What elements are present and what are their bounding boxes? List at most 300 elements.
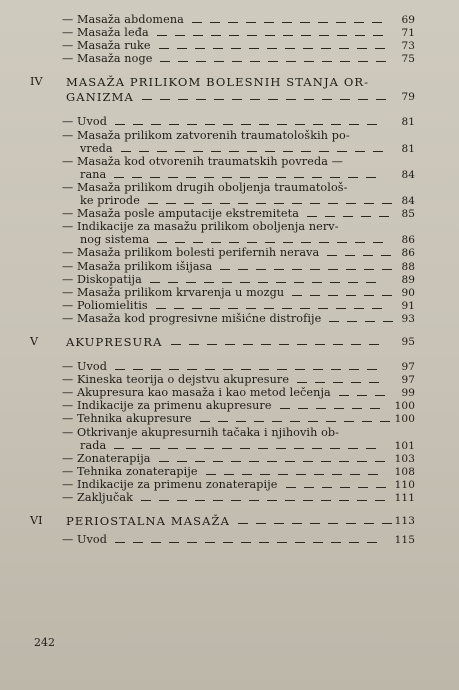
leader-dash <box>292 523 302 524</box>
leader-dash <box>276 282 286 283</box>
leader-dash <box>346 295 356 296</box>
leader-dash <box>321 461 331 462</box>
leader-dash <box>187 124 197 125</box>
leader-dash <box>332 474 342 475</box>
entry-title: — Masaža kod progresivne mišićne distrofije <box>62 311 322 325</box>
leader-dash <box>334 408 344 409</box>
leader-dash <box>300 308 310 309</box>
leader-dash <box>204 282 214 283</box>
leader-dash <box>333 344 343 345</box>
leader-dash <box>258 448 268 449</box>
leader-dash <box>283 151 293 152</box>
leader-dash <box>303 500 313 501</box>
leader-dash <box>358 61 368 62</box>
entry-page-number: 81 <box>401 142 415 155</box>
leader-dash <box>247 242 257 243</box>
leader-dash <box>246 22 256 23</box>
leader-dash <box>357 395 367 396</box>
leader-dash <box>330 282 340 283</box>
entry-title: — Masaža prilikom išijasa <box>62 259 213 273</box>
leader-dash <box>195 48 205 49</box>
leader-dash <box>346 203 356 204</box>
leader-dash <box>372 308 382 309</box>
leader-dash <box>178 99 188 100</box>
leader-dash <box>159 500 169 501</box>
leader-dash <box>328 523 338 524</box>
leader-dash <box>349 124 359 125</box>
leader-dash <box>382 295 392 296</box>
leader-dash <box>247 151 257 152</box>
entry-title: — Masaža prilikom bolesti perifernih nerava <box>62 246 320 260</box>
leader-dash <box>192 22 202 23</box>
leader-dash <box>308 421 318 422</box>
entry-title: — Masaža kod otvorenih traumatskih povreda — <box>62 154 343 168</box>
entry-title: — Masaža prilikom drugih oboljenja traumatološ- <box>62 180 348 194</box>
entry-title: — Tehnika zonaterapije <box>62 464 198 478</box>
leader-dash <box>169 124 179 125</box>
section-number: V <box>30 335 39 348</box>
leader-dash <box>333 382 343 383</box>
leader-dash <box>351 344 361 345</box>
entry-page-number: 101 <box>394 439 415 452</box>
leader-dash <box>168 282 178 283</box>
leader-dash <box>282 308 292 309</box>
leader-dash <box>375 48 385 49</box>
leader-dash <box>218 421 228 422</box>
leader-dash <box>355 151 365 152</box>
leader-dash <box>295 124 305 125</box>
toc-entry <box>0 89 459 105</box>
leader-dash <box>264 22 274 23</box>
toc-entry <box>0 490 459 506</box>
leader-dash <box>295 369 305 370</box>
entry-page-number: 91 <box>401 299 415 312</box>
leader-dash <box>310 203 320 204</box>
leader-dash <box>236 421 246 422</box>
leader-dash <box>240 282 250 283</box>
leader-dash <box>228 22 238 23</box>
leader-dash <box>175 151 185 152</box>
leader-dash <box>354 308 364 309</box>
leader-dash <box>249 48 259 49</box>
leader-dash <box>373 151 383 152</box>
leader-dash <box>256 269 266 270</box>
entry-page-number: 110 <box>394 478 415 491</box>
entry-title: — Poliomielitis <box>62 298 148 312</box>
leader-dash <box>259 542 269 543</box>
leader-dash <box>277 369 287 370</box>
leader-dash <box>375 461 385 462</box>
entry-page-number: 84 <box>401 168 415 181</box>
entry-page-number: 85 <box>401 208 415 221</box>
leader-dash <box>238 203 248 204</box>
leader-dash <box>177 48 187 49</box>
leader-dash <box>247 35 257 36</box>
leader-dash <box>222 448 232 449</box>
leader-dash <box>348 282 358 283</box>
leader-dash <box>300 22 310 23</box>
leader-dash <box>195 461 205 462</box>
leader-dash <box>318 308 328 309</box>
leader-dash <box>114 177 124 178</box>
leader-dash <box>361 216 371 217</box>
leader-dash <box>350 474 360 475</box>
leader-dash <box>241 124 251 125</box>
leader-dash <box>186 448 196 449</box>
leader-dash <box>294 448 304 449</box>
entry-page-number: 75 <box>401 53 415 66</box>
leader-dash <box>178 61 188 62</box>
leader-dash <box>337 151 347 152</box>
leader-dash <box>282 22 292 23</box>
entry-title: — Masaža prilikom krvarenja u mozgu <box>62 285 285 299</box>
entry-title: — Zonaterapija <box>62 451 151 465</box>
leader-dash <box>339 500 349 501</box>
leader-dash <box>348 177 358 178</box>
leader-dash <box>132 448 142 449</box>
leader-dash <box>232 61 242 62</box>
leader-dash <box>159 461 169 462</box>
leader-dash <box>241 542 251 543</box>
leader-dash <box>211 151 221 152</box>
entry-title: — Diskopatija <box>62 272 142 286</box>
entry-page-number: 108 <box>394 465 415 478</box>
leader-dash <box>301 35 311 36</box>
leader-dash <box>343 216 353 217</box>
leader-dash <box>132 177 142 178</box>
leader-dash <box>156 308 166 309</box>
entry-title: rada <box>80 438 107 452</box>
leader-dash <box>196 99 206 100</box>
leader-dash <box>229 35 239 36</box>
leader-dash <box>346 269 356 270</box>
entry-title: — Otkrivanje akupresurnih tačaka i njihovih ob- <box>62 425 340 439</box>
leader-dash <box>313 369 323 370</box>
entry-page-number: 86 <box>401 234 415 247</box>
entry-title: — Masaža leđa <box>62 26 149 40</box>
leader-dash <box>250 99 260 100</box>
leader-dash <box>364 203 374 204</box>
leader-dash <box>315 382 325 383</box>
leader-dash <box>169 369 179 370</box>
leader-dash <box>264 308 274 309</box>
leader-dash <box>301 151 311 152</box>
leader-dash <box>177 500 187 501</box>
leader-dash <box>115 369 125 370</box>
leader-dash <box>241 369 251 370</box>
page-number: 242 <box>34 636 55 649</box>
leader-dash <box>315 344 325 345</box>
entry-title: — Masaža posle amputacije ekstremiteta <box>62 207 299 221</box>
leader-dash <box>366 282 376 283</box>
leader-dash <box>213 461 223 462</box>
leader-dash <box>223 124 233 125</box>
leader-dash <box>367 542 377 543</box>
leader-dash <box>150 177 160 178</box>
leader-dash <box>286 99 296 100</box>
entry-title: — Uvod <box>62 533 107 547</box>
leader-dash <box>352 408 362 409</box>
leader-dash <box>265 35 275 36</box>
leader-dash <box>355 242 365 243</box>
leader-dash <box>195 500 205 501</box>
leader-dash <box>174 308 184 309</box>
entry-page-number: 89 <box>401 273 415 286</box>
leader-dash <box>268 99 278 100</box>
entry-page-number: 81 <box>401 116 415 129</box>
entry-page-number: 71 <box>401 27 415 40</box>
leader-dash <box>369 344 379 345</box>
entry-title: — Uvod <box>62 360 107 373</box>
leader-dash <box>375 500 385 501</box>
entry-page-number: 115 <box>394 534 415 547</box>
leader-dash <box>256 523 266 524</box>
leader-dash <box>246 308 256 309</box>
leader-dash <box>283 35 293 36</box>
leader-dash <box>121 151 131 152</box>
leader-dash <box>133 542 143 543</box>
leader-dash <box>366 448 376 449</box>
leader-dash <box>348 448 358 449</box>
leader-dash <box>346 523 356 524</box>
leader-dash <box>204 448 214 449</box>
leader-dash <box>151 124 161 125</box>
leader-dash <box>280 408 290 409</box>
entry-page-number: 93 <box>401 312 415 325</box>
leader-dash <box>256 203 266 204</box>
leader-dash <box>265 151 275 152</box>
leader-dash <box>304 99 314 100</box>
leader-dash <box>357 461 367 462</box>
leader-dash <box>364 295 374 296</box>
leader-dash <box>303 461 313 462</box>
leader-dash <box>142 99 152 100</box>
entry-title: — Masaža noge <box>62 52 153 66</box>
leader-dash <box>325 216 335 217</box>
leader-dash <box>304 61 314 62</box>
leader-dash <box>276 448 286 449</box>
leader-dash <box>285 48 295 49</box>
toc-entry <box>0 51 459 67</box>
leader-dash <box>211 35 221 36</box>
leader-dash <box>312 282 322 283</box>
leader-dash <box>301 242 311 243</box>
leader-dash <box>326 421 336 422</box>
leader-dash <box>214 99 224 100</box>
entry-title: — Zaključak <box>62 491 134 504</box>
leader-dash <box>349 369 359 370</box>
leader-dash <box>171 344 181 345</box>
leader-dash <box>372 22 382 23</box>
leader-dash <box>231 500 241 501</box>
leader-dash <box>328 269 338 270</box>
leader-dash <box>294 282 304 283</box>
leader-dash <box>206 474 216 475</box>
leader-dash <box>286 61 296 62</box>
leader-dash <box>364 269 374 270</box>
leader-dash <box>177 461 187 462</box>
leader-dash <box>115 542 125 543</box>
leader-dash <box>318 22 328 23</box>
toc-section <box>0 74 459 90</box>
leader-dash <box>339 461 349 462</box>
leader-dash <box>250 61 260 62</box>
leader-dash <box>168 177 178 178</box>
leader-dash <box>175 35 185 36</box>
entry-title: — Masaža ruke <box>62 39 151 53</box>
entry-title: — Kineska teorija o dejstvu akupresure <box>62 373 290 387</box>
leader-dash <box>370 408 380 409</box>
leader-dash <box>229 242 239 243</box>
leader-dash <box>349 542 359 543</box>
leader-dash <box>367 124 377 125</box>
leader-dash <box>381 255 391 256</box>
leader-dash <box>259 369 269 370</box>
entry-page-number: 100 <box>394 400 415 413</box>
leader-dash <box>339 395 349 396</box>
leader-dash <box>313 542 323 543</box>
leader-dash <box>366 177 376 178</box>
leader-dash <box>340 61 350 62</box>
leader-dash <box>141 500 151 501</box>
leader-dash <box>267 461 277 462</box>
leader-dash <box>313 124 323 125</box>
entry-title: vreda <box>80 141 113 155</box>
leader-dash <box>382 203 392 204</box>
leader-dash <box>157 151 167 152</box>
entry-page-number: 103 <box>394 452 415 465</box>
leader-dash <box>310 295 320 296</box>
leader-dash <box>336 308 346 309</box>
entry-title: — Uvod <box>62 115 107 129</box>
leader-dash <box>204 177 214 178</box>
leader-dash <box>200 421 210 422</box>
entry-page-number: 84 <box>401 195 415 207</box>
leader-dash <box>345 255 355 256</box>
entry-title: — Tehnika akupresure <box>62 412 192 426</box>
entry-title: — Indikacije za primenu akupresure <box>62 399 272 413</box>
leader-dash <box>193 35 203 36</box>
leader-dash <box>363 255 373 256</box>
entry-title: rana <box>80 167 107 181</box>
leader-dash <box>327 255 337 256</box>
leader-dash <box>261 344 271 345</box>
leader-dash <box>358 99 368 100</box>
leader-dash <box>249 500 259 501</box>
entry-title: — Masaža abdomena <box>62 13 184 26</box>
leader-dash <box>133 124 143 125</box>
leader-dash <box>225 344 235 345</box>
entry-page-number: 97 <box>401 374 415 387</box>
leader-dash <box>187 369 197 370</box>
leader-dash <box>319 35 329 36</box>
leader-dash <box>186 177 196 178</box>
leader-dash <box>367 369 377 370</box>
leader-dash <box>277 542 287 543</box>
leader-dash <box>319 242 329 243</box>
leader-dash <box>205 542 215 543</box>
leader-dash <box>258 282 268 283</box>
leader-dash <box>364 523 374 524</box>
leader-dash <box>339 48 349 49</box>
entry-page-number: 88 <box>401 260 415 273</box>
entry-page-number: 90 <box>401 286 415 299</box>
entry-page-number: 95 <box>401 336 415 348</box>
leader-dash <box>297 344 307 345</box>
leader-dash <box>220 203 230 204</box>
leader-dash <box>268 61 278 62</box>
leader-dash <box>222 282 232 283</box>
leader-dash <box>223 369 233 370</box>
leader-dash <box>331 369 341 370</box>
leader-dash <box>229 151 239 152</box>
leader-dash <box>220 269 230 270</box>
leader-dash <box>355 35 365 36</box>
leader-dash <box>267 48 277 49</box>
leader-dash <box>321 48 331 49</box>
leader-dash <box>321 500 331 501</box>
leader-dash <box>260 474 270 475</box>
entry-page-number: 99 <box>401 387 415 400</box>
leader-dash <box>265 242 275 243</box>
leader-dash <box>168 448 178 449</box>
leader-dash <box>207 344 217 345</box>
leader-dash <box>379 216 389 217</box>
leader-dash <box>222 177 232 178</box>
leader-dash <box>383 321 393 322</box>
leader-dash <box>159 48 169 49</box>
leader-dash <box>272 421 282 422</box>
leader-dash <box>279 344 289 345</box>
leader-dash <box>316 408 326 409</box>
leader-dash <box>214 61 224 62</box>
leader-dash <box>322 487 332 488</box>
leader-dash <box>238 523 248 524</box>
leader-dash <box>304 487 314 488</box>
leader-dash <box>213 500 223 501</box>
leader-dash <box>369 382 379 383</box>
leader-dash <box>231 48 241 49</box>
entry-title: nog sistema <box>80 233 150 247</box>
entry-title: MASAŽA PRILIKOM BOLESNIH STANJA OR- <box>66 75 370 90</box>
leader-dash <box>205 369 215 370</box>
leader-dash <box>285 500 295 501</box>
leader-dash <box>354 22 364 23</box>
leader-dash <box>362 421 372 422</box>
leader-dash <box>310 523 320 524</box>
toc-section <box>0 334 459 350</box>
leader-dash <box>213 48 223 49</box>
leader-dash <box>205 124 215 125</box>
leader-dash <box>322 99 332 100</box>
leader-dash <box>133 369 143 370</box>
leader-dash <box>175 242 185 243</box>
leader-dash <box>283 242 293 243</box>
leader-dash <box>232 99 242 100</box>
leader-dash <box>376 487 386 488</box>
entry-page-number: 113 <box>394 515 415 528</box>
entry-title: — Akupresura kao masaža i kao metod lečenja <box>62 386 331 400</box>
leader-dash <box>297 382 307 383</box>
leader-dash <box>210 22 220 23</box>
leader-dash <box>376 61 386 62</box>
leader-dash <box>337 242 347 243</box>
leader-dash <box>322 61 332 62</box>
leader-dash <box>115 124 125 125</box>
section-number: IV <box>30 75 43 89</box>
leader-dash <box>337 35 347 36</box>
leader-dash <box>277 124 287 125</box>
